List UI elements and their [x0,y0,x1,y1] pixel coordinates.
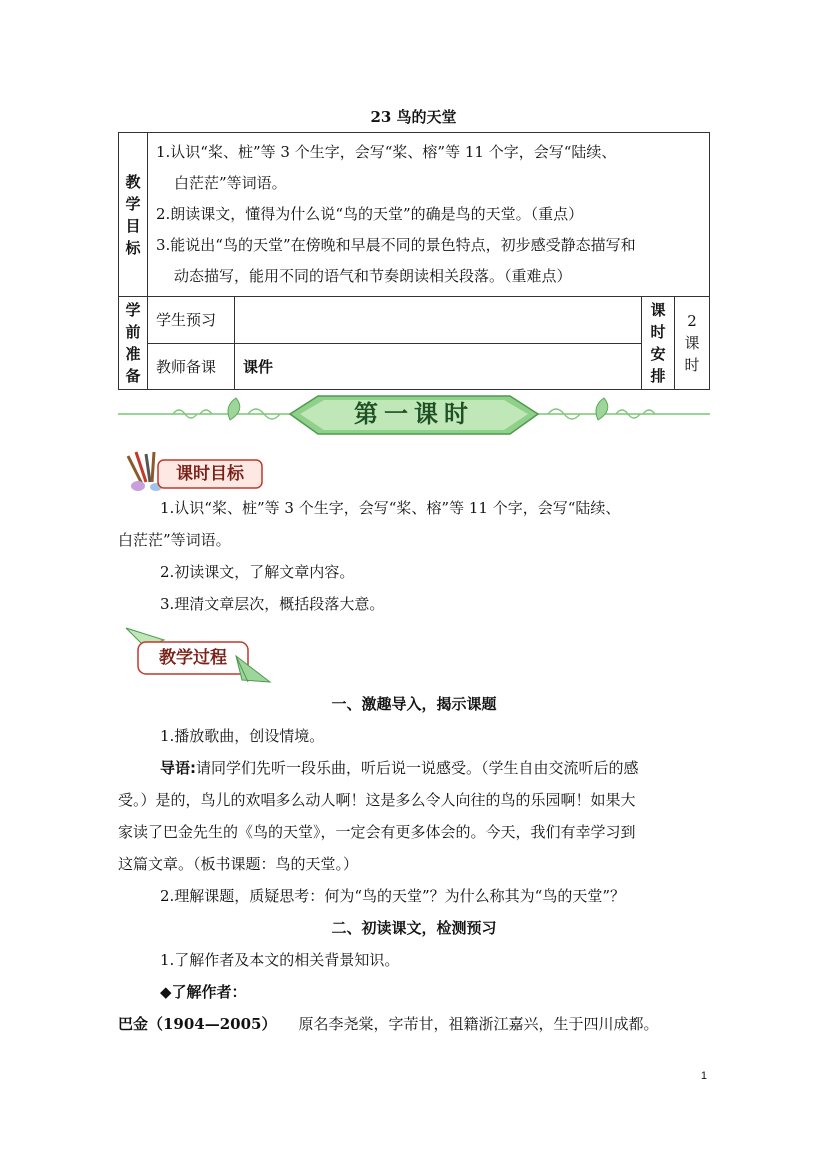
goals-label-char: 学 [125,194,141,213]
student-prep-value [235,297,642,344]
teacher-prep-label: 教师备课 [148,343,235,390]
goal-line: 动态描写，能用不同的语气和节奏朗读相关段落。（重难点） [174,267,572,285]
goal-line: 白茫茫”等词语。 [174,174,287,192]
goal-line: 2.朗读课文，懂得为什么说“鸟的天堂”的确是鸟的天堂。（重点） [156,205,584,223]
paragraph-line: 受。）是的，鸟儿的欢唱多么动人啊！这是多么令人向往的鸟的乐园啊！如果大 [118,791,636,809]
lesson-goals [118,492,710,620]
section-heading: 二、初读课文，检测预习 [331,919,497,937]
goals-label-char: 目 [125,216,141,235]
author-paragraph [118,1008,710,1040]
schedule-label-char: 时 [650,323,666,341]
paragraph-line: 这篇文章。（板书课题：鸟的天堂。） [118,855,359,873]
goals-content [148,133,710,297]
prep-label-char: 学 [125,301,141,319]
schedule-label-char: 排 [650,367,666,385]
teacher-prep-value: 课件 [235,343,642,390]
page-title: 23 鸟的天堂 [370,108,457,126]
teaching-process [118,688,710,1040]
paragraph-line: 家读了巴金先生的《鸟的天堂》，一定会有更多体会的。今天，我们有幸学习到 [118,823,636,841]
process-tag-label: 教学过程 [159,648,227,668]
paragraph: 2.理解课题，质疑思考：何为“鸟的天堂”？为什么称其为“鸟的天堂”？ [160,887,625,905]
goal-line: 1.认识“桨、桩”等 3 个生字，会写“桨、榕”等 11 个字，会写“陆续、 [156,143,617,161]
schedule-value-char: 时 [684,356,700,374]
lesson-plan-table [118,132,710,390]
banner-title: 第一课时 [354,399,474,428]
author-text: 原名李尧棠，字芾甘，祖籍浙江嘉兴，生于四川成都。 [298,1015,659,1033]
author-name: 巴金（1904—2005） [118,1015,277,1033]
prep-label-char: 准 [125,345,141,363]
lead-text: 请同学们先听一段乐曲，听后说一说感受。（学生自由交流听后的感 [196,759,639,777]
process-tag [124,626,272,686]
schedule-value-char: 2 [687,312,697,330]
goals-tag-label: 课时目标 [176,464,244,484]
lead-paragraph [118,752,710,784]
lesson-goal-line: 2.初读课文，了解文章内容。 [160,563,355,581]
paragraph: ◆了解作者： [160,983,247,1001]
schedule-value [675,297,710,390]
student-prep-label: 学生预习 [148,297,235,344]
lesson-goal-line: 白茫茫”等词语。 [118,531,231,549]
goals-label [119,133,148,297]
prep-label-char: 前 [125,323,141,341]
prep-label-char: 备 [125,367,141,385]
schedule-value-char: 课 [684,334,700,352]
prep-label [119,297,148,390]
goals-label-char: 标 [125,238,141,257]
schedule-label [642,297,675,390]
goals-label-char: 教 [125,172,141,191]
lesson-banner [118,390,710,442]
lesson-goal-line: 1.认识“桨、桩”等 3 个生字，会写“桨、榕”等 11 个字，会写“陆续、 [160,499,621,517]
lesson-goal-line: 3.理清文章层次，概括段落大意。 [160,595,385,613]
paragraph: 1.了解作者及本文的相关背景知识。 [160,951,400,969]
lead-label: 导语: [160,759,196,777]
schedule-label-char: 安 [650,345,666,363]
schedule-label-char: 课 [650,301,666,319]
goals-tag [122,450,270,494]
section-heading: 一、激趣导入，揭示课题 [331,695,497,713]
page-number: 1 [700,1070,707,1082]
paragraph: 1.播放歌曲，创设情境。 [160,727,325,745]
goal-line: 3.能说出“鸟的天堂”在傍晚和早晨不同的景色特点，初步感受静态描写和 [156,236,636,254]
